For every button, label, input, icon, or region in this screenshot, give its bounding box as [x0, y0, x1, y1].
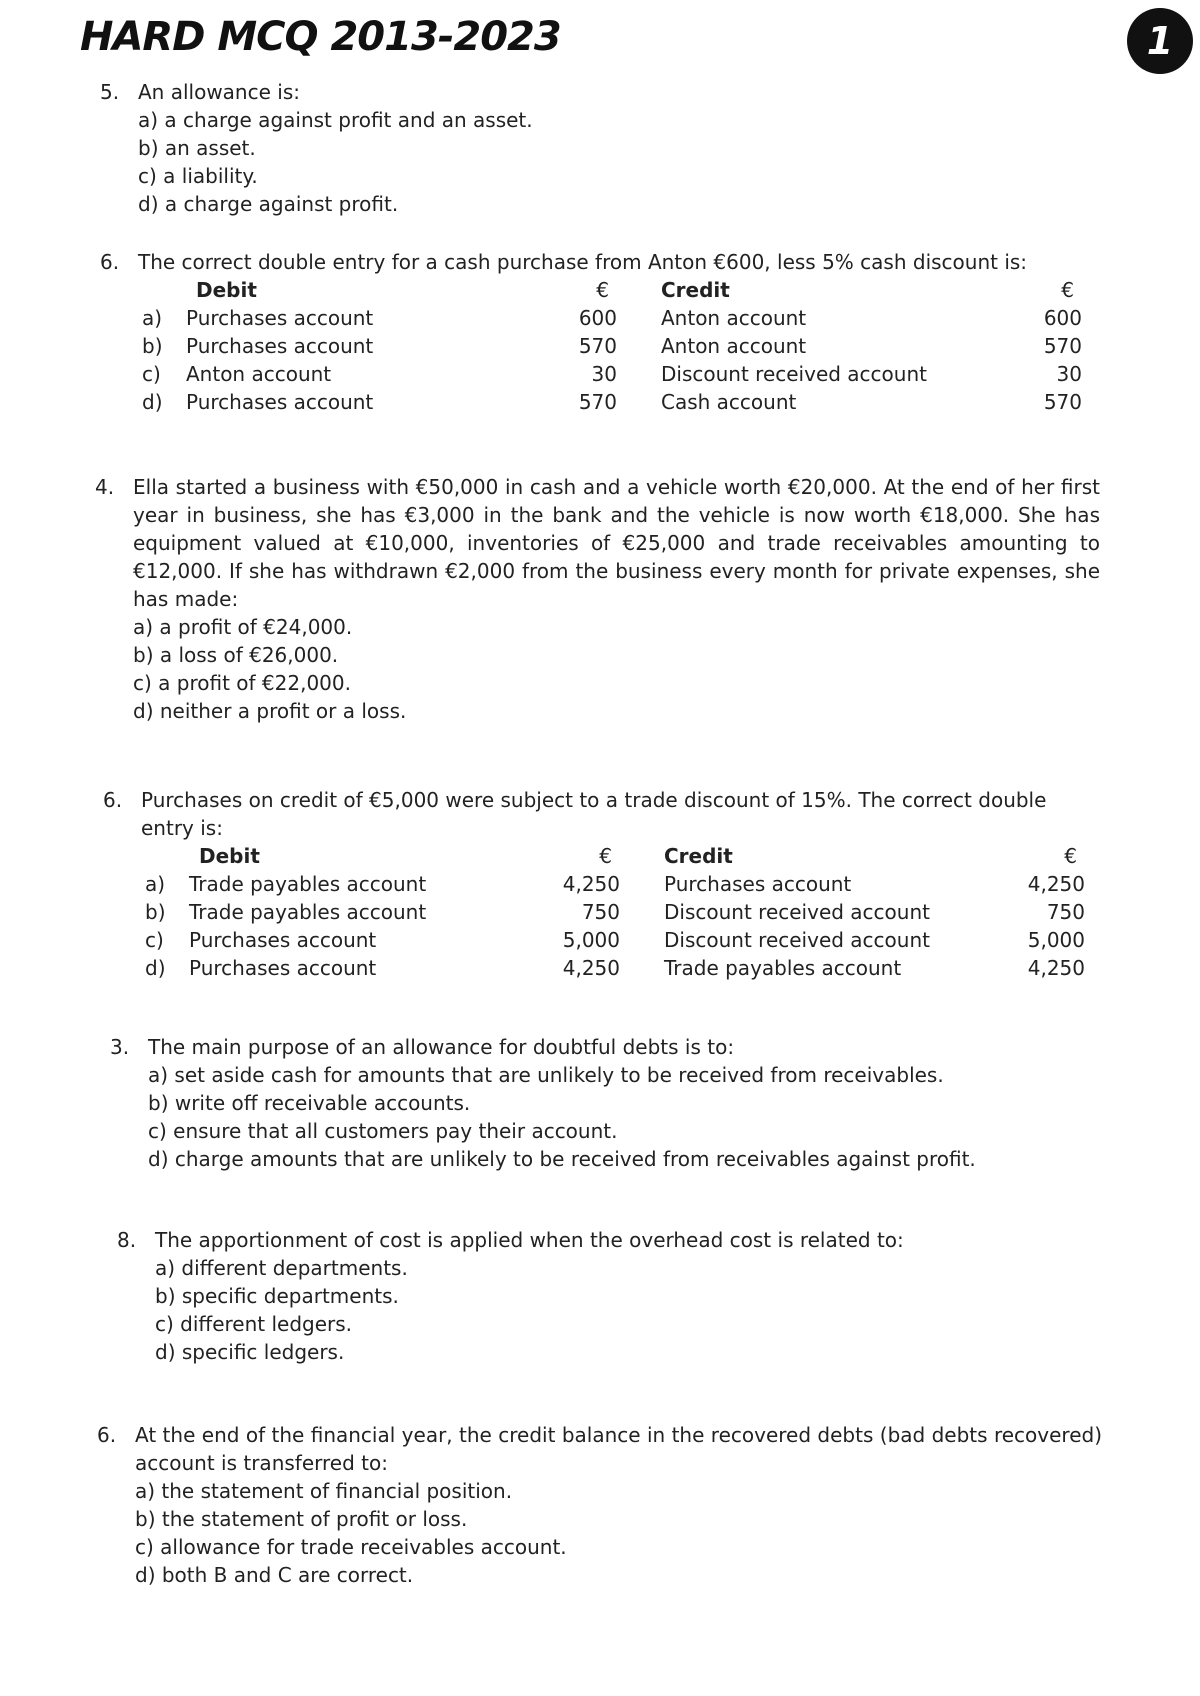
option-d: d) specific ledgers.	[155, 1340, 345, 1364]
question-number: 4.	[95, 475, 115, 499]
debit-amount: 5,000	[562, 928, 620, 952]
debit-account: Purchases account	[186, 306, 374, 330]
credit-amount: 570	[1043, 390, 1082, 414]
currency-header: €	[599, 844, 612, 868]
question-ella-business	[95, 473, 1100, 725]
option-c: c) allowance for trade receivables account.	[135, 1535, 567, 1559]
debit-header: Debit	[199, 844, 260, 868]
question-stem: The main purpose of an allowance for doubtful debts is to:	[148, 1035, 735, 1059]
question-stem: Ella started a business with €50,000 in cash and a vehicle worth €20,000. At the end of her first year in business, she has €3,000 in the bank and the vehicle is now worth €18,000. She has equipment valued at €10,000, inventories of €25,000 and trade receivables amounting to €12,000. If she has withdrawn €2,000 from the business every month for private expenses, she has made:	[133, 475, 1100, 611]
option-b: b) specific departments.	[155, 1284, 399, 1308]
option-letter: a)	[142, 306, 163, 330]
option-letter: d)	[142, 390, 163, 414]
credit-amount: 5,000	[1027, 928, 1085, 952]
page-number-badge: 1	[1127, 8, 1193, 74]
question-stem: At the end of the financial year, the credit balance in the recovered debts (bad debts recovered) account is transferred to:	[135, 1423, 1102, 1475]
option-d: d) neither a profit or a loss.	[133, 699, 407, 723]
question-cash-purchase	[100, 248, 1100, 416]
option-letter: d)	[145, 956, 166, 980]
question-number: 8.	[117, 1228, 137, 1252]
credit-account: Anton account	[661, 306, 807, 330]
question-apportionment	[117, 1226, 1117, 1366]
question-stem: The correct double entry for a cash purchase from Anton €600, less 5% cash discount is:	[138, 250, 1028, 274]
debit-account: Purchases account	[186, 334, 374, 358]
credit-amount: 750	[1046, 900, 1085, 924]
option-a: a) a profit of €24,000.	[133, 615, 353, 639]
credit-account: Discount received account	[664, 928, 930, 952]
table-row	[142, 332, 1082, 360]
question-number: 6.	[100, 250, 120, 274]
debit-amount: 600	[578, 306, 617, 330]
credit-account: Discount received account	[661, 362, 927, 386]
option-c: c) different ledgers.	[155, 1312, 353, 1336]
credit-account: Purchases account	[664, 872, 852, 896]
debit-header: Debit	[196, 278, 257, 302]
page-title: HARD MCQ 2013-2023	[80, 14, 561, 60]
debit-amount: 570	[578, 390, 617, 414]
question-number: 6.	[97, 1423, 117, 1447]
debit-account: Purchases account	[189, 956, 377, 980]
debit-amount: 4,250	[562, 956, 620, 980]
option-a: a) different departments.	[155, 1256, 408, 1280]
credit-amount: 4,250	[1027, 872, 1085, 896]
option-d: d) charge amounts that are unlikely to be received from receivables against profit.	[148, 1147, 976, 1171]
double-entry-table	[142, 276, 1082, 416]
option-b: b) write off receivable accounts.	[148, 1091, 471, 1115]
question-doubtful-debts	[110, 1033, 1110, 1173]
question-stem: An allowance is:	[138, 80, 300, 104]
credit-header: Credit	[661, 278, 730, 302]
question-trade-discount	[103, 786, 1103, 982]
table-row	[145, 870, 1085, 898]
credit-amount: 570	[1043, 334, 1082, 358]
option-b: b) a loss of €26,000.	[133, 643, 339, 667]
debit-account: Trade payables account	[189, 900, 427, 924]
credit-account: Anton account	[661, 334, 807, 358]
question-number: 3.	[110, 1035, 130, 1059]
table-row	[145, 898, 1085, 926]
currency-header: €	[1064, 844, 1077, 868]
question-number: 5.	[100, 80, 120, 104]
option-letter: c)	[145, 928, 164, 952]
question-stem: Purchases on credit of €5,000 were subject to a trade discount of 15%. The correct double entry is:	[141, 788, 1047, 840]
option-letter: b)	[145, 900, 166, 924]
debit-amount: 4,250	[562, 872, 620, 896]
credit-account: Trade payables account	[664, 956, 902, 980]
debit-amount: 30	[591, 362, 617, 386]
table-row	[142, 360, 1082, 388]
debit-amount: 750	[581, 900, 620, 924]
question-stem: The apportionment of cost is applied when the overhead cost is related to:	[155, 1228, 904, 1252]
option-letter: c)	[142, 362, 161, 386]
currency-header: €	[1061, 278, 1074, 302]
table-header-row	[142, 276, 1082, 304]
option-letter: a)	[145, 872, 166, 896]
currency-header: €	[596, 278, 609, 302]
option-a: a) set aside cash for amounts that are unlikely to be received from receivables.	[148, 1063, 944, 1087]
option-a: a) the statement of financial position.	[135, 1479, 513, 1503]
option-a: a) a charge against profit and an asset.	[138, 108, 533, 132]
question-allowance	[100, 78, 1100, 218]
table-row	[145, 926, 1085, 954]
option-b: b) an asset.	[138, 136, 256, 160]
debit-account: Purchases account	[189, 928, 377, 952]
option-b: b) the statement of profit or loss.	[135, 1507, 468, 1531]
option-d: d) both B and C are correct.	[135, 1563, 414, 1587]
question-recovered-debts	[97, 1421, 1102, 1589]
debit-amount: 570	[578, 334, 617, 358]
question-number: 6.	[103, 788, 123, 812]
table-header-row	[145, 842, 1085, 870]
credit-amount: 30	[1056, 362, 1082, 386]
table-row	[145, 954, 1085, 982]
table-row	[142, 388, 1082, 416]
option-d: d) a charge against profit.	[138, 192, 399, 216]
option-c: c) a profit of €22,000.	[133, 671, 351, 695]
credit-amount: 600	[1043, 306, 1082, 330]
debit-account: Purchases account	[186, 390, 374, 414]
credit-header: Credit	[664, 844, 733, 868]
debit-account: Anton account	[186, 362, 332, 386]
credit-account: Cash account	[661, 390, 797, 414]
double-entry-table	[145, 842, 1085, 982]
credit-amount: 4,250	[1027, 956, 1085, 980]
debit-account: Trade payables account	[189, 872, 427, 896]
credit-account: Discount received account	[664, 900, 930, 924]
option-letter: b)	[142, 334, 163, 358]
option-c: c) a liability.	[138, 164, 258, 188]
table-row	[142, 304, 1082, 332]
option-c: c) ensure that all customers pay their account.	[148, 1119, 618, 1143]
